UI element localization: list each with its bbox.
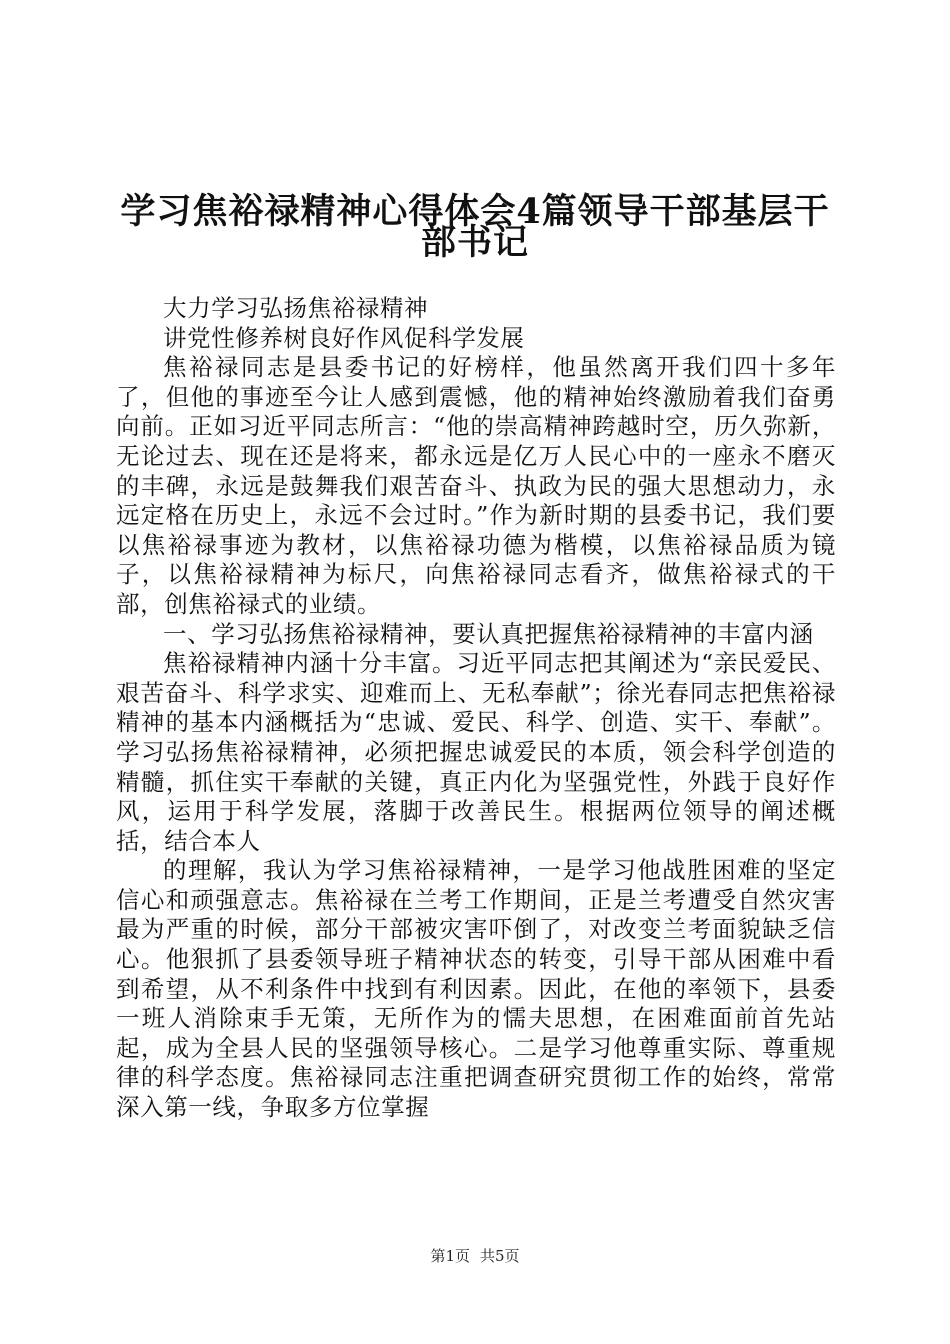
document-body bbox=[116, 294, 836, 1123]
body-paragraph: 焦裕禄精神内涵十分丰富。习近平同志把其阐述为“亲民爱民、艰苦奋斗、科学求实、迎难而上、无私奉献”；徐光春同志把焦裕禄精神的基本内涵概括为“忠诚、爱民、科学、创造、实干、奉献”。学习弘扬焦裕禄精神，必须把握忠诚爱民的本质，领会科学创造的精髓，抓住实干奉献的关键，真正内化为坚强党性，外践于良好作风，运用于科学发展，落脚于改善民生。根据两位领导的阐述概括，结合本人 bbox=[116, 649, 836, 855]
body-paragraph: 焦裕禄同志是县委书记的好榜样，他虽然离开我们四十多年了，但他的事迹至今让人感到震憾，他的精神始终激励着我们奋勇向前。正如习近平同志所言：“他的崇高精神跨越时空，历久弥新，无论过去、现在还是将来，都永远是亿万人民心中的一座永不磨灭的丰碑，永远是鼓舞我们艰苦奋斗、执政为民的强大思想动力，永远定格在历史上，永远不会过时。”作为新时期的县委书记，我们要以焦裕禄事迹为教材，以焦裕禄功德为楷模，以焦裕禄品质为镜子，以焦裕禄精神为标尺，向焦裕禄同志看齐，做焦裕禄式的干部，创焦裕禄式的业绩。 bbox=[116, 353, 836, 618]
document-title-line-2: 部书记 bbox=[420, 222, 529, 263]
section-heading: 一、学习弘扬焦裕禄精神，要认真把握焦裕禄精神的丰富内涵 bbox=[163, 619, 814, 648]
document-title-line-1: 学习焦裕禄精神心得体会4篇领导干部基层干 bbox=[120, 191, 830, 232]
body-paragraph: 的理解，我认为学习焦裕禄精神，一是学习他战胜困难的坚定信心和顽强意志。焦裕禄在兰考工作期间，正是兰考遭受自然灾害最为严重的时候，部分干部被灾害吓倒了，对改变兰考面貌缺乏信心。他狠抓了县委领导班子精神状态的转变，引导干部从困难中看到希望，从不利条件中找到有利因素。因此，在他的率领下，县委一班人消除束手无策，无所作为的懦夫思想，在困难面前首先站起，成为全县人民的坚强领导核心。二是学习他尊重实际、尊重规律的科学态度。焦裕禄同志注重把调查研究贯彻工作的始终，常常深入第一线，争取多方位掌握 bbox=[116, 856, 836, 1122]
subtitle-paragraph: 讲党性修养树良好作风促科学发展 bbox=[163, 323, 525, 352]
page-number: 第1页 bbox=[430, 1247, 470, 1265]
page-footer bbox=[0, 1245, 950, 1266]
subtitle-paragraph: 大力学习弘扬焦裕禄精神 bbox=[163, 294, 429, 322]
page-total: 共5页 bbox=[480, 1247, 520, 1265]
